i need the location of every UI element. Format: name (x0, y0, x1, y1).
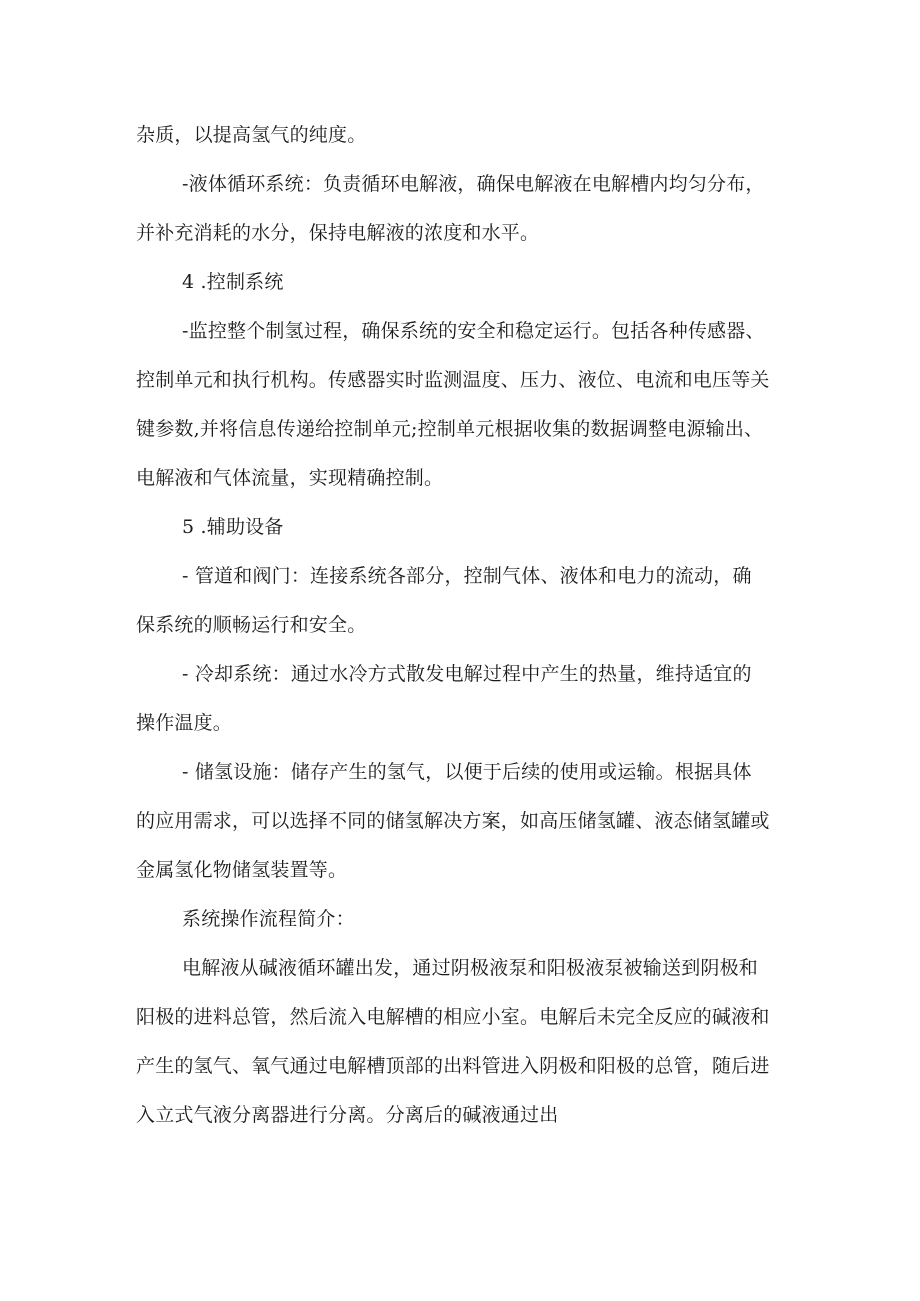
text-line: 杂质，以提高氢气的纯度。 (136, 124, 367, 146)
paragraph-control-system (136, 307, 796, 503)
text-line: 并补充消耗的水分，保持电解液的浓度和水平。 (136, 222, 540, 244)
text-line: - 管道和阀门：连接系统各部分，控制气体、液体和电力的流动，确 (182, 565, 752, 587)
text-line: -液体循环系统：负责循环电解液，确保电解液在电解槽内均匀分布， (182, 173, 765, 195)
text-line: 控制单元和执行机构。传感器实时监测温度、压力、液位、电流和电压等关 (136, 369, 770, 391)
paragraph-operation-process (136, 944, 796, 1140)
text-line: - 储氢设施：储存产生的氢气，以便于后续的使用或运输。根据具体 (182, 761, 752, 783)
text-line: 系统操作流程简介： (182, 908, 355, 930)
text-line: 的应用需求，可以选择不同的储氢解决方案，如高压储氢罐、液态储氢罐或 (136, 810, 770, 832)
text-line: 键参数,并将信息传递给控制单元;控制单元根据收集的数据调整电源输出、 (136, 418, 764, 440)
text-line: 阳极的进料总管，然后流入电解槽的相应小室。电解后未完全反应的碱液和 (136, 1006, 770, 1028)
text-line: -监控整个制氢过程，确保系统的安全和稳定运行。包括各种传感器、 (182, 320, 765, 342)
text-line: 电解液和气体流量，实现精确控制。 (136, 467, 444, 489)
paragraph-pipes-valves (136, 552, 796, 650)
text-line: 产生的氢气、氧气通过电解槽顶部的出料管进入阴极和阳极的总管，随后进 (136, 1055, 770, 1077)
text-line: 操作温度。 (136, 712, 233, 734)
paragraph-cooling-system (136, 650, 796, 748)
heading-control-system (136, 258, 796, 307)
text-line: 电解液从碱液循环罐出发，通过阴极液泵和阳极液泵被输送到阴极和 (182, 957, 759, 979)
heading-auxiliary-equipment (136, 503, 796, 552)
paragraph-liquid-circulation (136, 160, 796, 258)
text-line: 入立式气液分离器进行分离。分离后的碱液通过出 (136, 1104, 559, 1126)
heading-operation-process (136, 895, 796, 944)
paragraph-impurities (136, 111, 796, 160)
text-line: 5 .辅助设备 (182, 516, 284, 538)
text-line: - 冷却系统：通过水冷方式散发电解过程中产生的热量，维持适宜的 (182, 663, 752, 685)
text-line: 保系统的顺畅运行和安全。 (136, 614, 367, 636)
text-line: 4 .控制系统 (182, 271, 284, 293)
text-line: 金属氢化物储氢装置等。 (136, 859, 348, 881)
paragraph-hydrogen-storage (136, 748, 796, 895)
